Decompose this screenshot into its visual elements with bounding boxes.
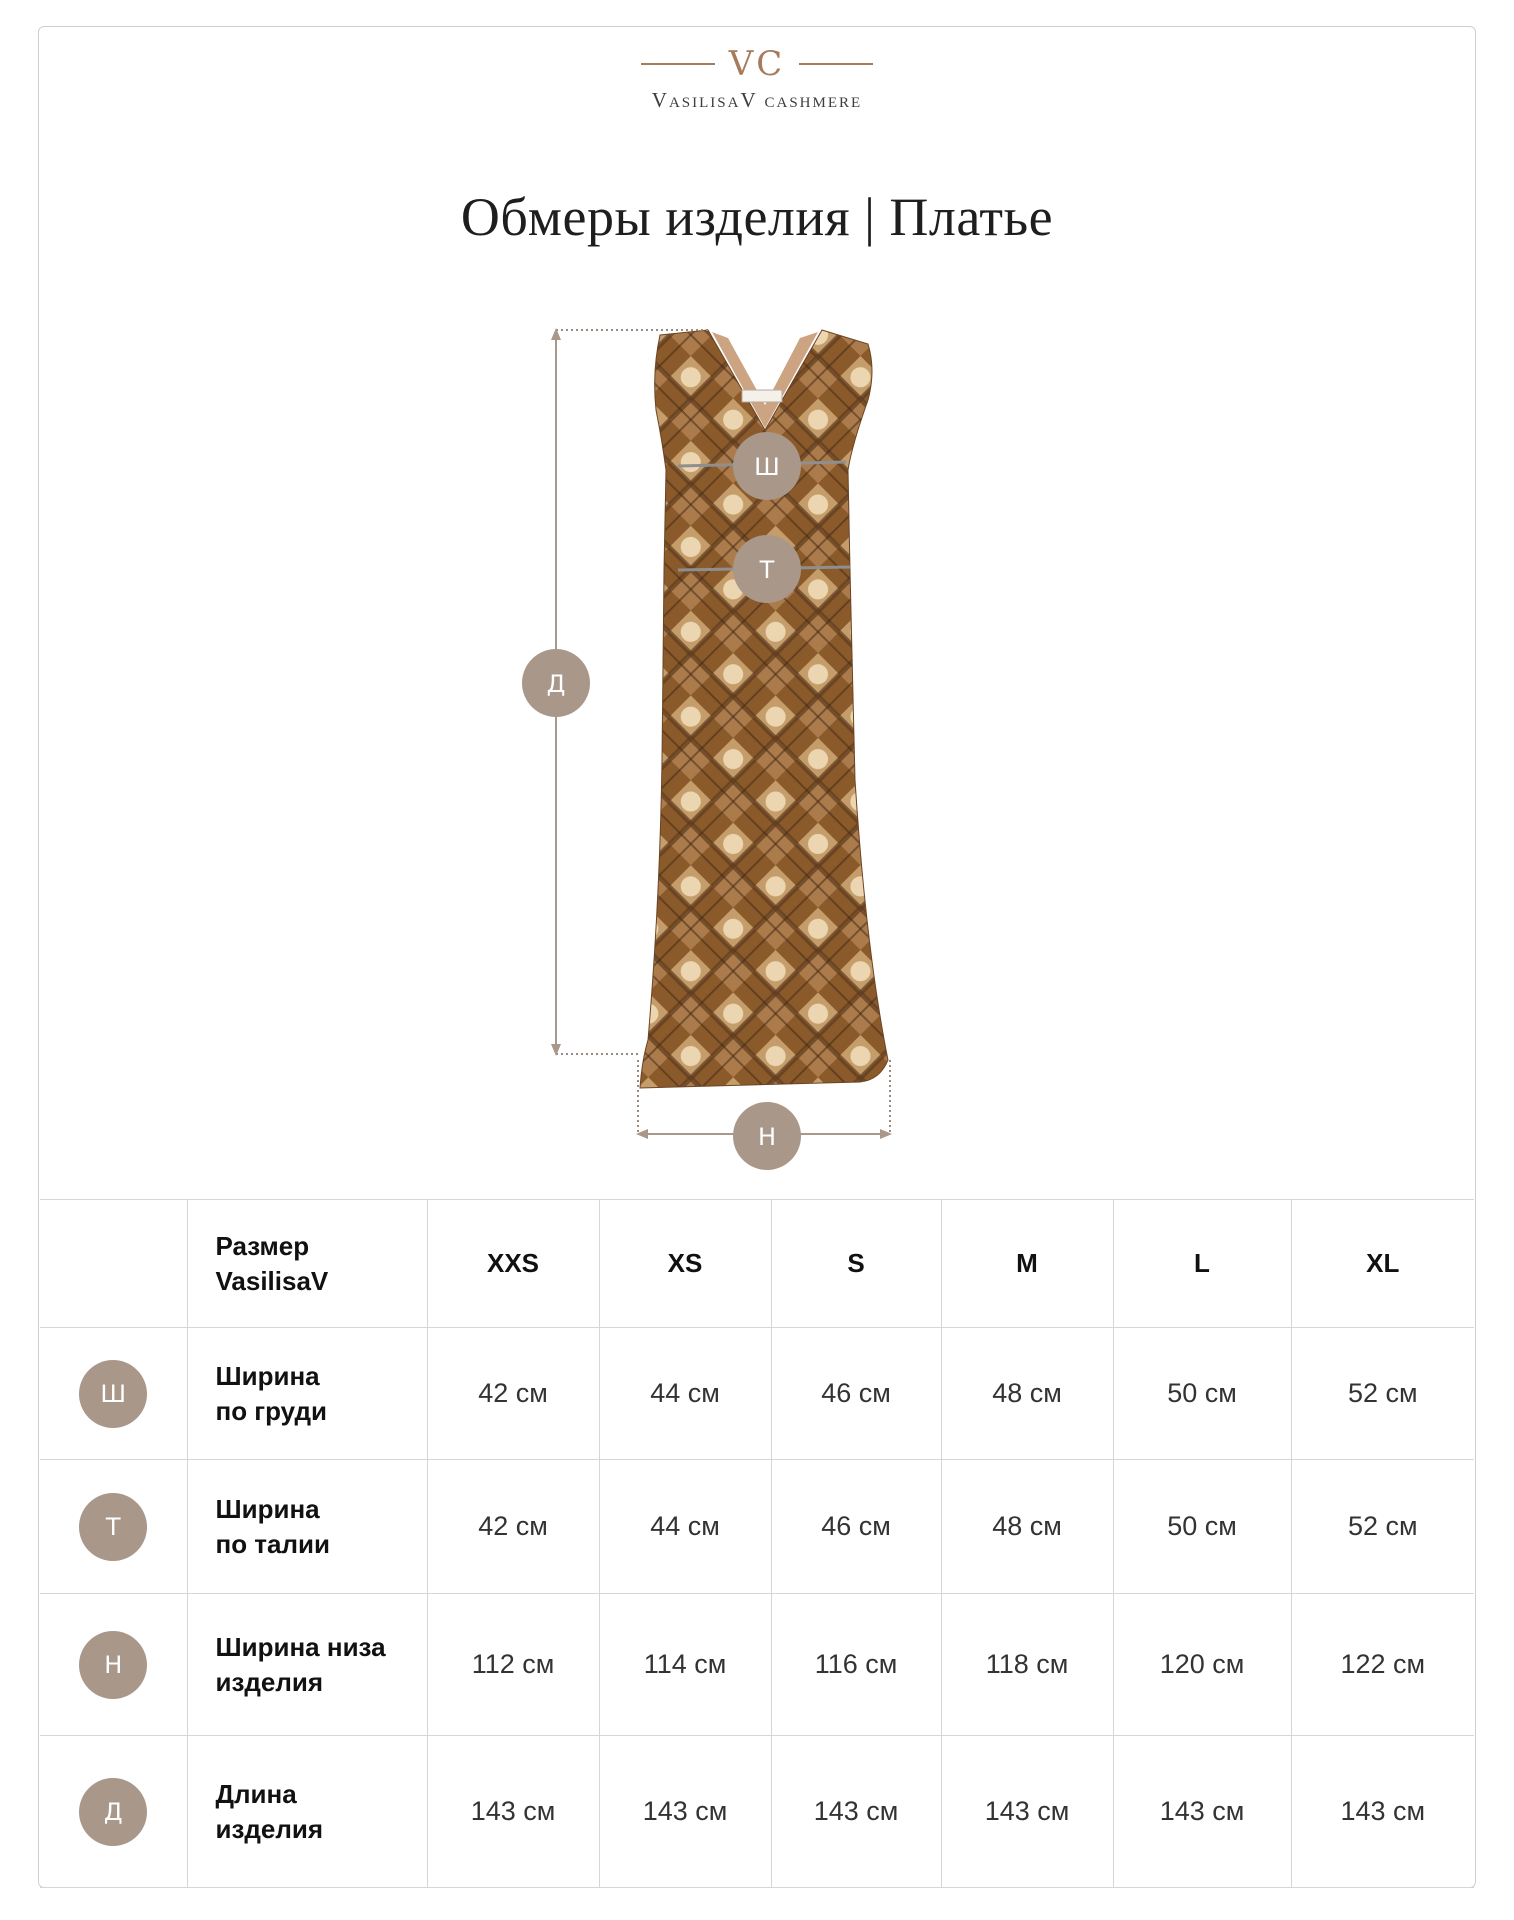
table-cell: 42 см	[427, 1460, 599, 1594]
row-label-line1: Ширина низа	[215, 1631, 386, 1662]
row-label-line2: изделия	[215, 1813, 324, 1844]
table-row-waist	[40, 1460, 1474, 1594]
size-header-xl: XL	[1291, 1200, 1474, 1328]
table-cell: 112 см	[427, 1594, 599, 1736]
table-cell: 116 см	[771, 1594, 941, 1736]
logo-monogram: VC	[728, 44, 786, 84]
row-label-waist	[187, 1460, 427, 1594]
size-header-xxs: XXS	[427, 1200, 599, 1328]
table-cell: 143 см	[771, 1736, 941, 1888]
table-cell: 122 см	[1291, 1594, 1474, 1736]
row-label-chest	[187, 1328, 427, 1460]
badge-cell	[40, 1594, 187, 1736]
size-table	[40, 1199, 1474, 1888]
table-cell: 44 см	[599, 1460, 771, 1594]
table-cell: 143 см	[1291, 1736, 1474, 1888]
row-label-line1: Ширина	[215, 1360, 320, 1391]
chest-badge: Ш	[79, 1360, 147, 1428]
table-cell: 50 см	[1113, 1460, 1291, 1594]
size-header-s: S	[771, 1200, 941, 1328]
chest-marker-label: Ш	[754, 453, 780, 481]
badge-cell	[40, 1328, 187, 1460]
table-cell: 52 см	[1291, 1328, 1474, 1460]
row-label-line2: по груди	[215, 1395, 327, 1426]
row-label-line1: Ширина	[215, 1493, 320, 1524]
length-arrow-top	[551, 328, 561, 340]
table-cell: 114 см	[599, 1594, 771, 1736]
row-label-length	[187, 1736, 427, 1888]
hem-badge: Н	[79, 1631, 147, 1699]
badge-cell	[40, 1460, 187, 1594]
waist-badge: Т	[79, 1493, 147, 1561]
hem-marker	[733, 1102, 801, 1170]
table-cell: 143 см	[941, 1736, 1113, 1888]
badge-cell	[40, 1736, 187, 1888]
table-cell: 143 см	[599, 1736, 771, 1888]
table-row-chest	[40, 1328, 1474, 1460]
length-badge: Д	[79, 1778, 147, 1846]
row-label-line2: по талии	[215, 1528, 330, 1559]
length-marker	[522, 649, 590, 717]
table-cell: 50 см	[1113, 1328, 1291, 1460]
waist-marker	[733, 535, 801, 603]
table-cell: 46 см	[771, 1328, 941, 1460]
length-marker-label: Д	[546, 670, 566, 698]
length-arrow-bottom	[551, 1044, 561, 1056]
size-header-xs: XS	[599, 1200, 771, 1328]
header-empty-cell	[40, 1200, 187, 1328]
table-cell: 52 см	[1291, 1460, 1474, 1594]
hem-marker-label: Н	[757, 1123, 777, 1151]
size-header-l: L	[1113, 1200, 1291, 1328]
row-label-line1: Длина	[215, 1778, 297, 1809]
table-cell: 48 см	[941, 1460, 1113, 1594]
table-cell: 120 см	[1113, 1594, 1291, 1736]
table-cell: 46 см	[771, 1460, 941, 1594]
table-row-hem	[40, 1594, 1474, 1736]
row-label-line2: изделия	[215, 1666, 324, 1697]
table-header-row	[40, 1200, 1474, 1328]
row-label-hem	[187, 1594, 427, 1736]
table-cell: 48 см	[941, 1328, 1113, 1460]
waist-marker-label: Т	[759, 556, 775, 584]
table-cell: 143 см	[1113, 1736, 1291, 1888]
table-cell: 118 см	[941, 1594, 1113, 1736]
size-label-cell	[187, 1200, 427, 1328]
size-label-line1: Размер	[215, 1230, 310, 1261]
table-cell: 44 см	[599, 1328, 771, 1460]
size-label-line2: VasilisaV	[215, 1265, 329, 1296]
table-cell: 42 см	[427, 1328, 599, 1460]
table-cell: 143 см	[427, 1736, 599, 1888]
chest-marker	[733, 432, 801, 500]
size-header-m: M	[941, 1200, 1113, 1328]
dress-label-tag	[742, 390, 782, 402]
table-row-length	[40, 1736, 1474, 1888]
logo-brand-name: VasilisaV cashmere	[651, 88, 863, 112]
page-title: Обмеры изделия | Платье	[460, 187, 1054, 247]
